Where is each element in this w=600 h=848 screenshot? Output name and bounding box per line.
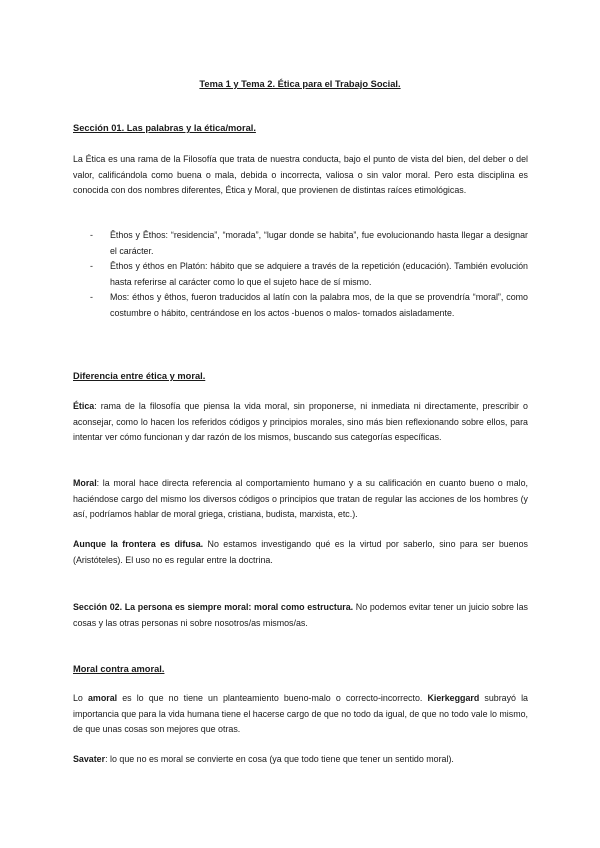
moral-label: Moral bbox=[73, 478, 97, 488]
kierkeggard-name: Kierkeggard bbox=[427, 693, 480, 703]
list-item-text: Mos: éthos y êthos, fueron traducidos al latín con la palabra mos, de la que se provendría “moral”, como costumbre o hábito, centrándose en los actos -buenos o malos- tomados aisladamente. bbox=[110, 292, 528, 318]
savater-text: : lo que no es moral se convierte en cosa (ya que todo tiene que tener un sentido moral). bbox=[105, 754, 454, 764]
etica-label: Ética bbox=[73, 401, 95, 411]
list-dash: - bbox=[90, 292, 93, 303]
amoral-heading: Moral contra amoral. bbox=[73, 664, 165, 674]
document-title: Tema 1 y Tema 2. Ética para el Trabajo Social. bbox=[199, 79, 401, 89]
etymology-list bbox=[90, 228, 528, 322]
list-item-text: Êthos y Ēthos: “residencia”, “morada”, “lugar donde se habita”, fue evolucionando hasta llegar a designar el carácter. bbox=[110, 230, 528, 256]
section1-intro: La Ética es una rama de la Filosofía que trata de nuestra conducta, bajo el punto de vista del bien, del deber o del valor, calificándola como buena o mala, debida o incorrecta, valiosa o sin valor moral. Pero esta disciplina es conocida con dos nombres diferentes, Ética y Moral, que provienen de distintas raíces etimológicas. bbox=[73, 154, 528, 196]
section2-paragraph bbox=[73, 600, 528, 631]
amoral-text-post: subrayó la importancia que para la vida humana tiene el hacerse cargo de que no todo da igual, de que no todo vale lo mismo, de que unas cosas son mejores que otras. bbox=[73, 693, 528, 735]
section1-heading: Sección 01. Las palabras y la ética/moral. bbox=[73, 123, 256, 133]
amoral-text-pre: Lo bbox=[73, 693, 88, 703]
amoral-term: amoral bbox=[88, 693, 118, 703]
list-dash: - bbox=[90, 261, 93, 272]
etica-text: : rama de la filosofía que piensa la vida moral, sin proponerse, ni inmediata ni directamente, prescribir o aconsejar, como lo hacen los referidos códigos y principios morales, sino más bien reflexionando sobre ellos, para intentar ver cómo funcionan y dar razón de los mismos, buscando sus categorías específicas. bbox=[73, 401, 528, 443]
moral-paragraph bbox=[73, 476, 528, 523]
list-item bbox=[90, 259, 528, 290]
savater-paragraph bbox=[73, 752, 528, 768]
list-dash: - bbox=[90, 230, 93, 240]
section2-label: Sección 02. La persona es siempre moral: moral como estructura. bbox=[73, 602, 354, 612]
amoral-text-mid: es lo que no tiene un planteamiento bueno-malo o correcto-incorrecto. bbox=[117, 693, 428, 703]
amoral-paragraph bbox=[73, 691, 528, 738]
frontera-paragraph bbox=[73, 537, 528, 568]
list-item bbox=[90, 228, 528, 259]
frontera-label: Aunque la frontera es difusa. bbox=[73, 539, 204, 549]
etica-paragraph bbox=[73, 399, 528, 446]
difference-heading: Diferencia entre ética y moral. bbox=[73, 371, 206, 381]
frontera-text: No estamos investigando qué es la virtud por saberlo, sino para ser buenos (Aristóteles). El uso no es regular entre la doctrina. bbox=[73, 539, 528, 565]
list-item-text: Êthos y éthos en Platón: hábito que se adquiere a través de la repetición (educación). También evolución hasta referirse al carácter como lo que el sujeto hace de sí mismo. bbox=[110, 261, 528, 287]
savater-label: Savater bbox=[73, 754, 106, 764]
moral-text: : la moral hace directa referencia al comportamiento humano y a su calificación en cuanto bueno o malo, haciéndose cargo del mismo los diversos códigos o principios que tratan de regular las acciones de los hombres (y así, podríamos hablar de moral griega, cristiana, budista, marxista, etc.). bbox=[73, 478, 528, 520]
section2-text: No podemos evitar tener un juicio sobre las cosas y las otras personas ni sobre nosotros/as mismos/as. bbox=[73, 602, 528, 628]
list-item bbox=[90, 290, 528, 321]
